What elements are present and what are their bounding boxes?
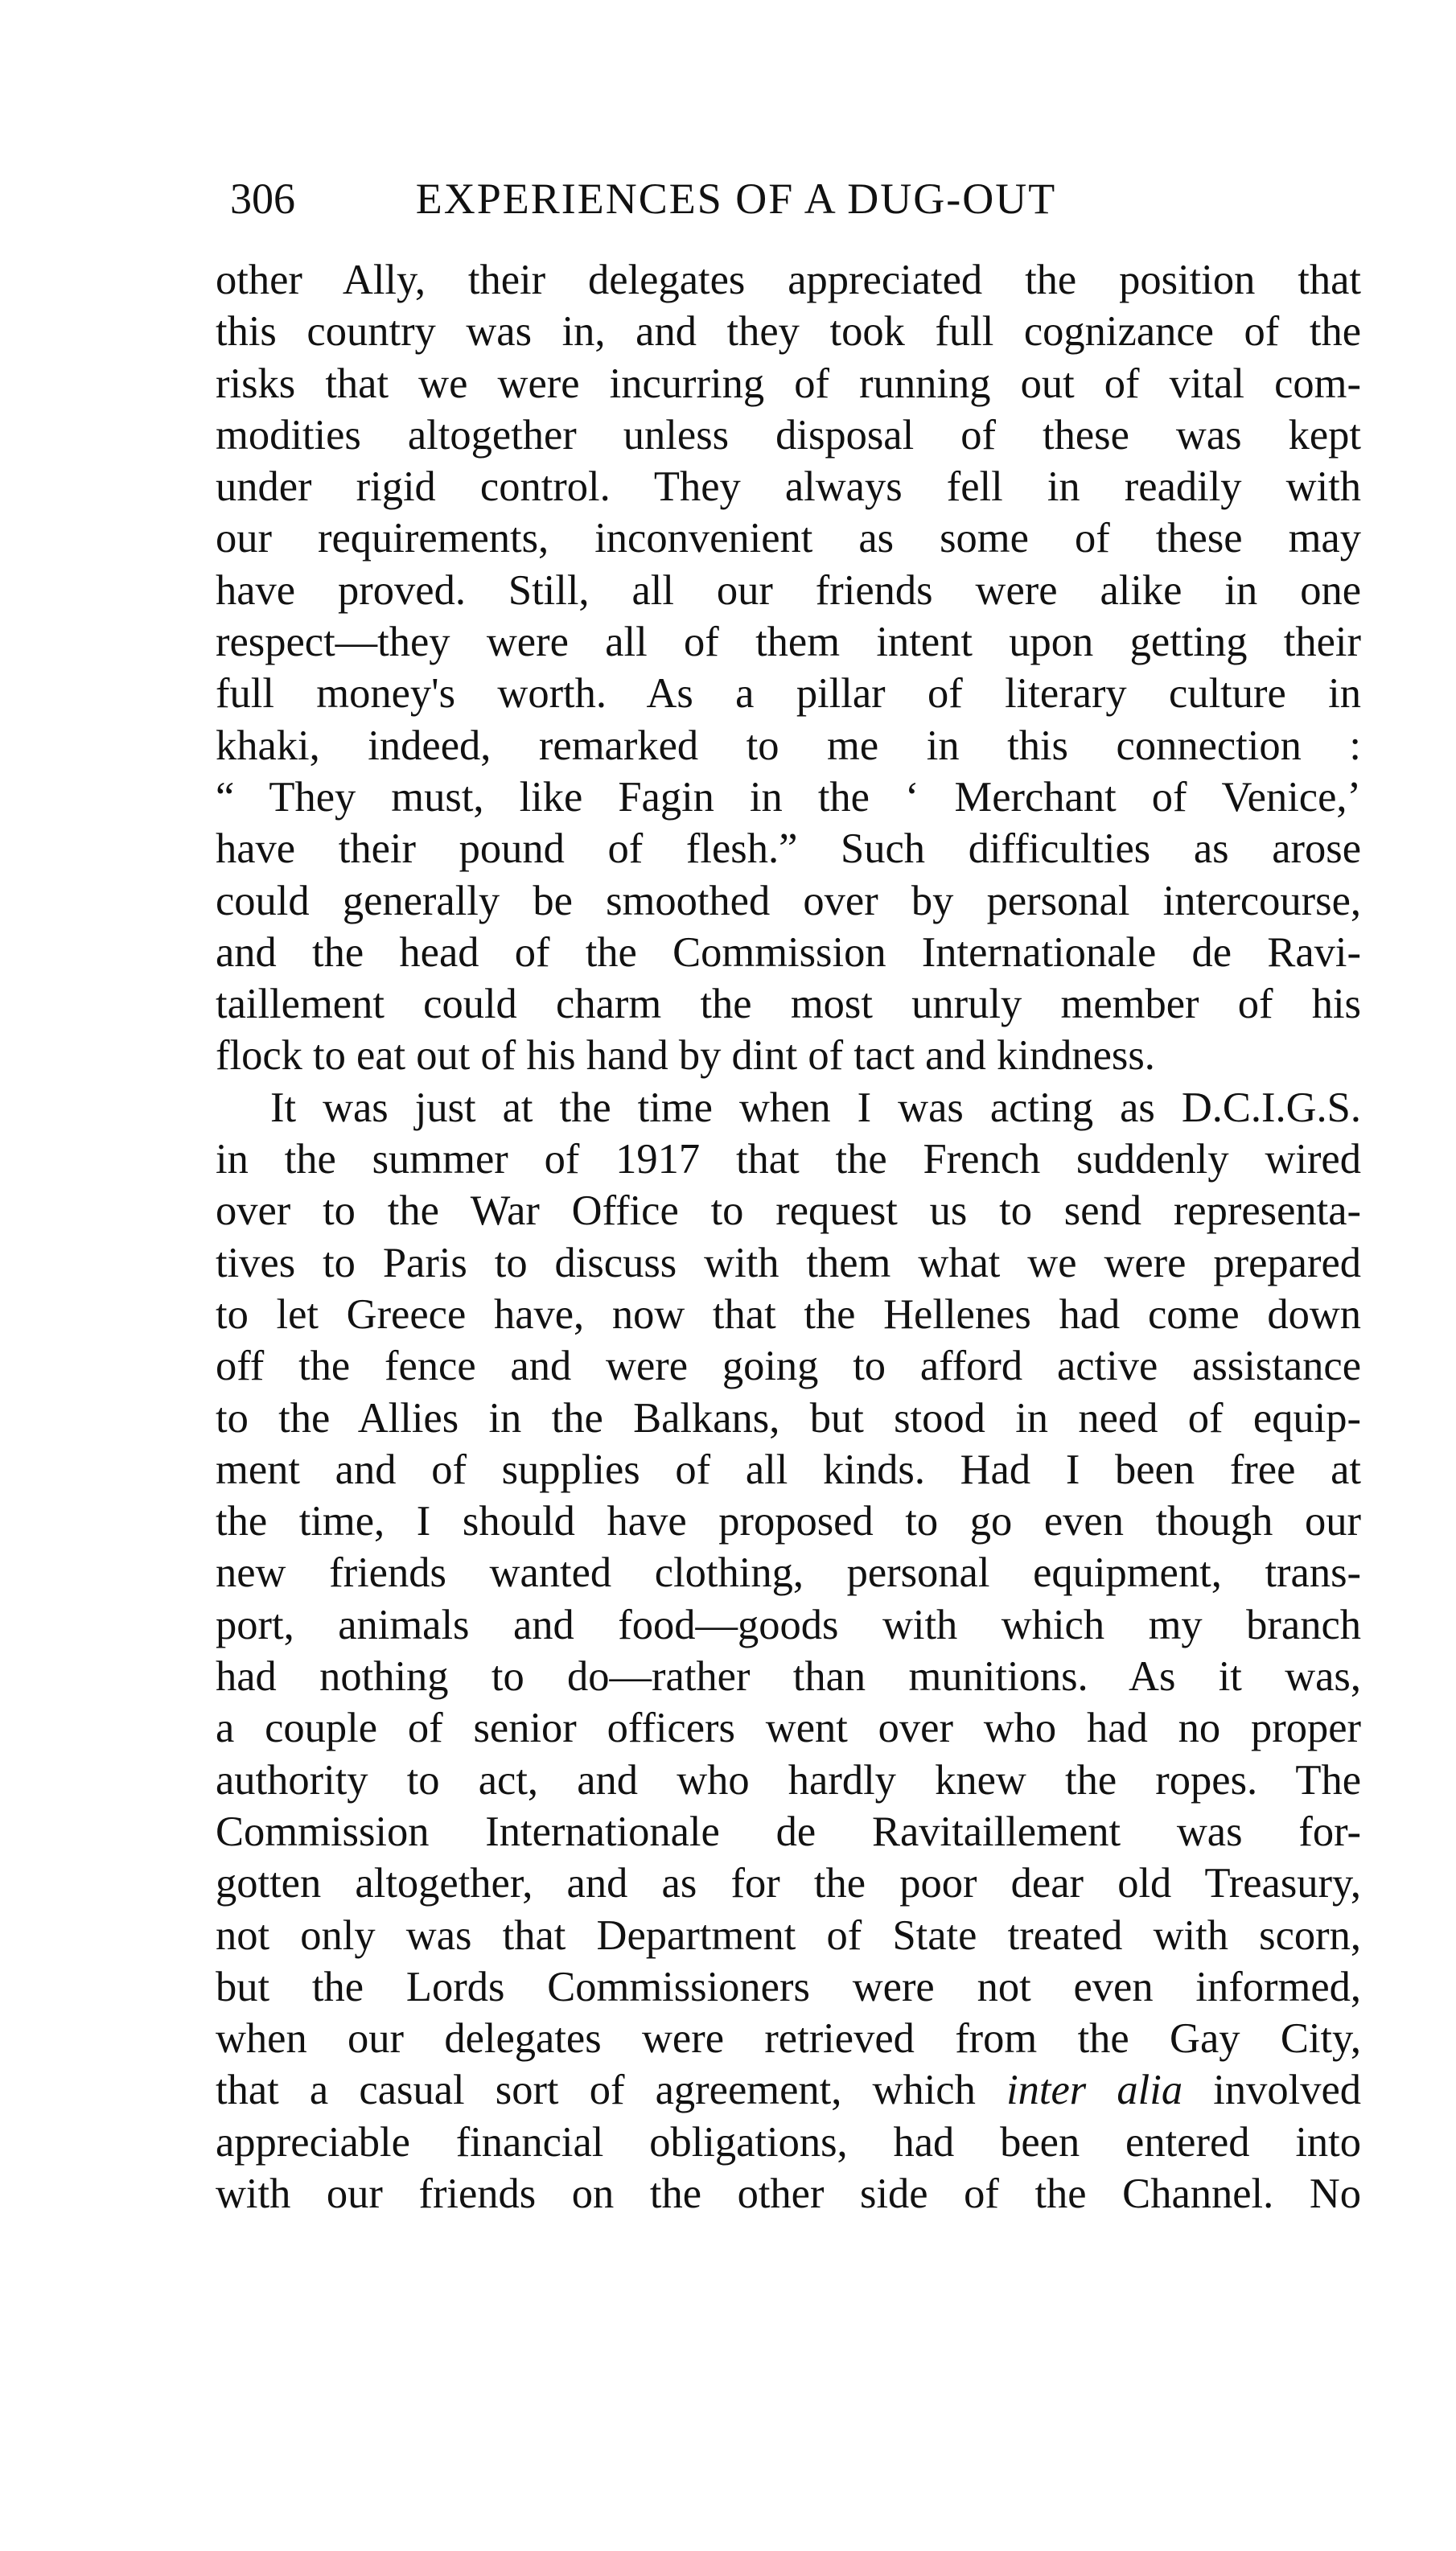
text-line: have proved. Still, all our friends were alike in one (216, 566, 1361, 614)
text-line: gotten altogether, and as for the poor dear old Treasury, (216, 1860, 1361, 1907)
page-header (219, 171, 1221, 227)
text-run: that a casual sort of agreement, which (216, 2067, 1007, 2114)
paragraph-1 (216, 254, 1361, 1082)
text-line: new friends wanted clothing, personal equipment, trans- (216, 1549, 1361, 1597)
text-line: and the head of the Commission Internationale de Ravi- (216, 928, 1361, 976)
text-line: to the Allies in the Balkans, but stood in need of equip- (216, 1394, 1361, 1442)
text-line: the time, I should have proposed to go even though our (216, 1498, 1361, 1545)
text-line: ment and of supplies of all kinds. Had I been free at (216, 1446, 1361, 1493)
paragraph-2 (216, 1082, 1361, 2220)
text-line: in the summer of 1917 that the French suddenly wired (216, 1136, 1361, 1183)
text-line: tives to Paris to discuss with them what we were prepared (216, 1239, 1361, 1286)
text-line: to let Greece have, now that the Hellenes had come down (216, 1290, 1361, 1338)
text-line: respect—they were all of them intent upon getting their (216, 619, 1361, 666)
text-line: “ They must, like Fagin in the ‘ Merchant of Venice,’ (216, 773, 1361, 821)
text-line: could generally be smoothed over by personal intercourse, (216, 877, 1361, 924)
text-line: modities altogether unless disposal of these was kept (216, 411, 1361, 459)
text-line: under rigid control. They always fell in readily with (216, 463, 1361, 511)
italic-phrase: inter alia (1006, 2067, 1183, 2114)
text-line-inter-alia (216, 2064, 1361, 2116)
body-text (216, 254, 1361, 2220)
text-line: had nothing to do—rather than munitions. As it was, (216, 1653, 1361, 1701)
text-line: have their pound of flesh.” Such difficulties as arose (216, 825, 1361, 873)
text-line: other Ally, their delegates appreciated the position that (216, 257, 1361, 303)
text-line: not only was that Department of State treated with scorn, (216, 1911, 1361, 1959)
text-line: when our delegates were retrieved from the Gay City, (216, 2015, 1361, 2063)
text-line: taillement could charm the most unruly member of his (216, 981, 1361, 1028)
text-line: khaki, indeed, remarked to me in this connection : (216, 722, 1361, 769)
text-line: off the fence and were going to afford active assistance (216, 1343, 1361, 1390)
text-line: port, animals and food—goods with which my branch (216, 1601, 1361, 1648)
text-line: flock to eat out of his hand by dint of tact and kindness. (216, 1032, 1155, 1080)
text-line: over to the War Office to request us to send representa- (216, 1187, 1361, 1235)
text-line: this country was in, and they took full cognizance of the (216, 308, 1361, 356)
text-line: full money's worth. As a pillar of literary culture in (216, 670, 1361, 718)
text-line: Commission Internationale de Ravitaillement was for- (216, 1808, 1361, 1855)
text-line: with our friends on the other side of the Channel. No (216, 2170, 1361, 2217)
text-line: authority to act, and who hardly knew the ropes. The (216, 1756, 1361, 1804)
text-line: risks that we were incurring of running out of vital com- (216, 360, 1361, 407)
text-line: It was just at the time when I was acting as D.C.I.G.S. (270, 1084, 1361, 1131)
page-number: 306 (230, 175, 295, 223)
text-line: our requirements, inconvenient as some of these may (216, 515, 1361, 562)
text-line: appreciable financial obligations, had been entered into (216, 2118, 1361, 2166)
text-line: but the Lords Commissioners were not even informed, (216, 1963, 1361, 2010)
text-line: a couple of senior officers went over who had no proper (216, 1705, 1361, 1752)
text-run: involved (1182, 2067, 1362, 2114)
running-title: EXPERIENCES OF A DUG-OUT (415, 175, 1057, 223)
